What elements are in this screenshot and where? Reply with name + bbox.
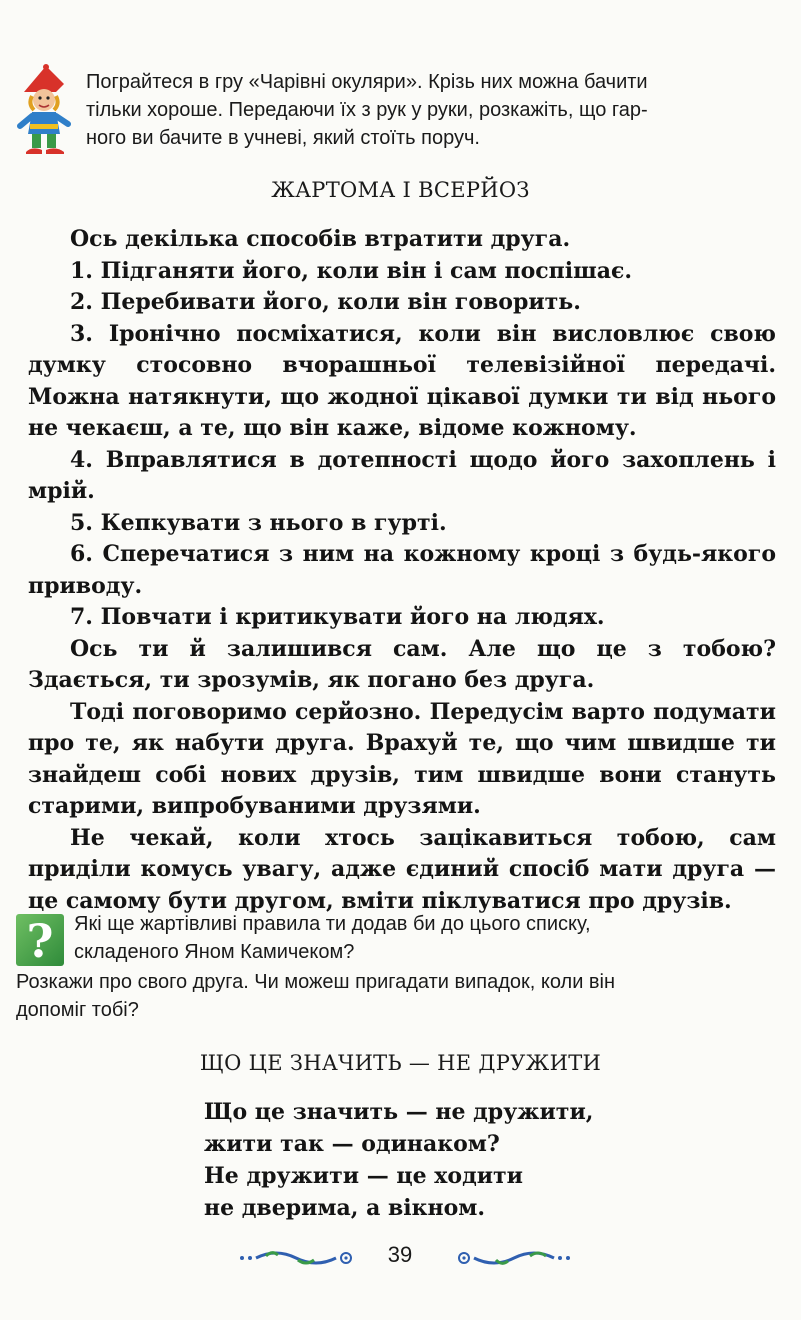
paragraph: 6. Сперечатися з ним на кожному кроці з будь-якого приводу. [28,541,776,599]
paragraph: 3. Іронічно посміхатися, коли він висловлює свою думку стосовно вчорашньої телевізійної передачі. Можна натякнути, що жодної цікавої думки ти від нього не чекаєш, а те, що він каже, відоме кожному. [28,320,776,441]
question-text [74,910,776,966]
game-intro-text [86,68,780,152]
page-footer [0,1240,801,1276]
gnome-illustration [12,62,78,158]
question-line: складеного Яном Камичеком? [74,941,355,963]
game-intro [12,60,782,160]
question-text-2 [16,968,776,1024]
question-block [16,910,776,970]
section-title-jokes: ЖАРТОМА І ВСЕРЙОЗ [271,178,530,202]
question-mark-icon: ? [16,914,64,966]
poem-line: жити так — одинаком? [204,1131,500,1157]
floral-ornament-left-icon [236,1246,360,1270]
paragraph: Ось ти й залишився сам. Але що це з тобою? Здається, ти зрозумів, як погано без друга. [28,635,776,693]
question-line: Розкажи про свого друга. Чи можеш пригадати випадок, коли він [16,971,616,993]
paragraph: 5. Кепкувати з нього в гурті. [70,509,447,536]
poem-line: Що це значить — не дружити, [204,1099,594,1125]
page-number: 39 [387,1242,413,1267]
section-body [28,224,776,917]
section-title-poem: ЩО ЦЕ ЗНАЧИТЬ — НЕ ДРУЖИТИ [199,1051,602,1075]
intro-line: тільки хороше. Передаючи їх з рук у руки, розкажіть, що гар- [86,99,648,121]
poem-line: Не дружити — це ходити [204,1163,523,1189]
paragraph: Не чекай, коли хтось зацікавиться тобою, сам приділи комусь увагу, адже єдиний спосіб мати друга — це самому бути другом, вміти піклуватися про друзів. [28,824,776,914]
paragraph: Тоді поговоримо серйозно. Передусім варто подумати про те, як набути друга. Врахуй те, що чим швидше ти знайдеш собі нових друзів, тим швидше вони стануть старими, випробуваними друзями. [28,698,776,819]
paragraph: 4. Вправлятися в дотепності щодо його захоплень і мрій. [28,446,776,504]
floral-ornament-right-icon [450,1246,574,1270]
intro-line: Пограйтеся в гру «Чарівні окуляри». Крізь них можна бачити [86,71,648,93]
poem [204,1096,724,1224]
paragraph: Ось декілька способів втратити друга. [70,226,571,252]
question-line: допоміг тобі? [16,999,139,1021]
question-line: Які ще жартівливі правила ти додав би до цього списку, [74,913,591,935]
paragraph: 7. Повчати і критикувати його на людях. [70,604,605,630]
paragraph: 2. Перебивати його, коли він говорить. [70,289,581,315]
paragraph: 1. Підганяти його, коли він і сам поспішає. [70,257,633,284]
intro-line: ного ви бачите в учневі, який стоїть поруч. [86,127,480,149]
poem-line: не дверима, а вікном. [204,1195,486,1221]
